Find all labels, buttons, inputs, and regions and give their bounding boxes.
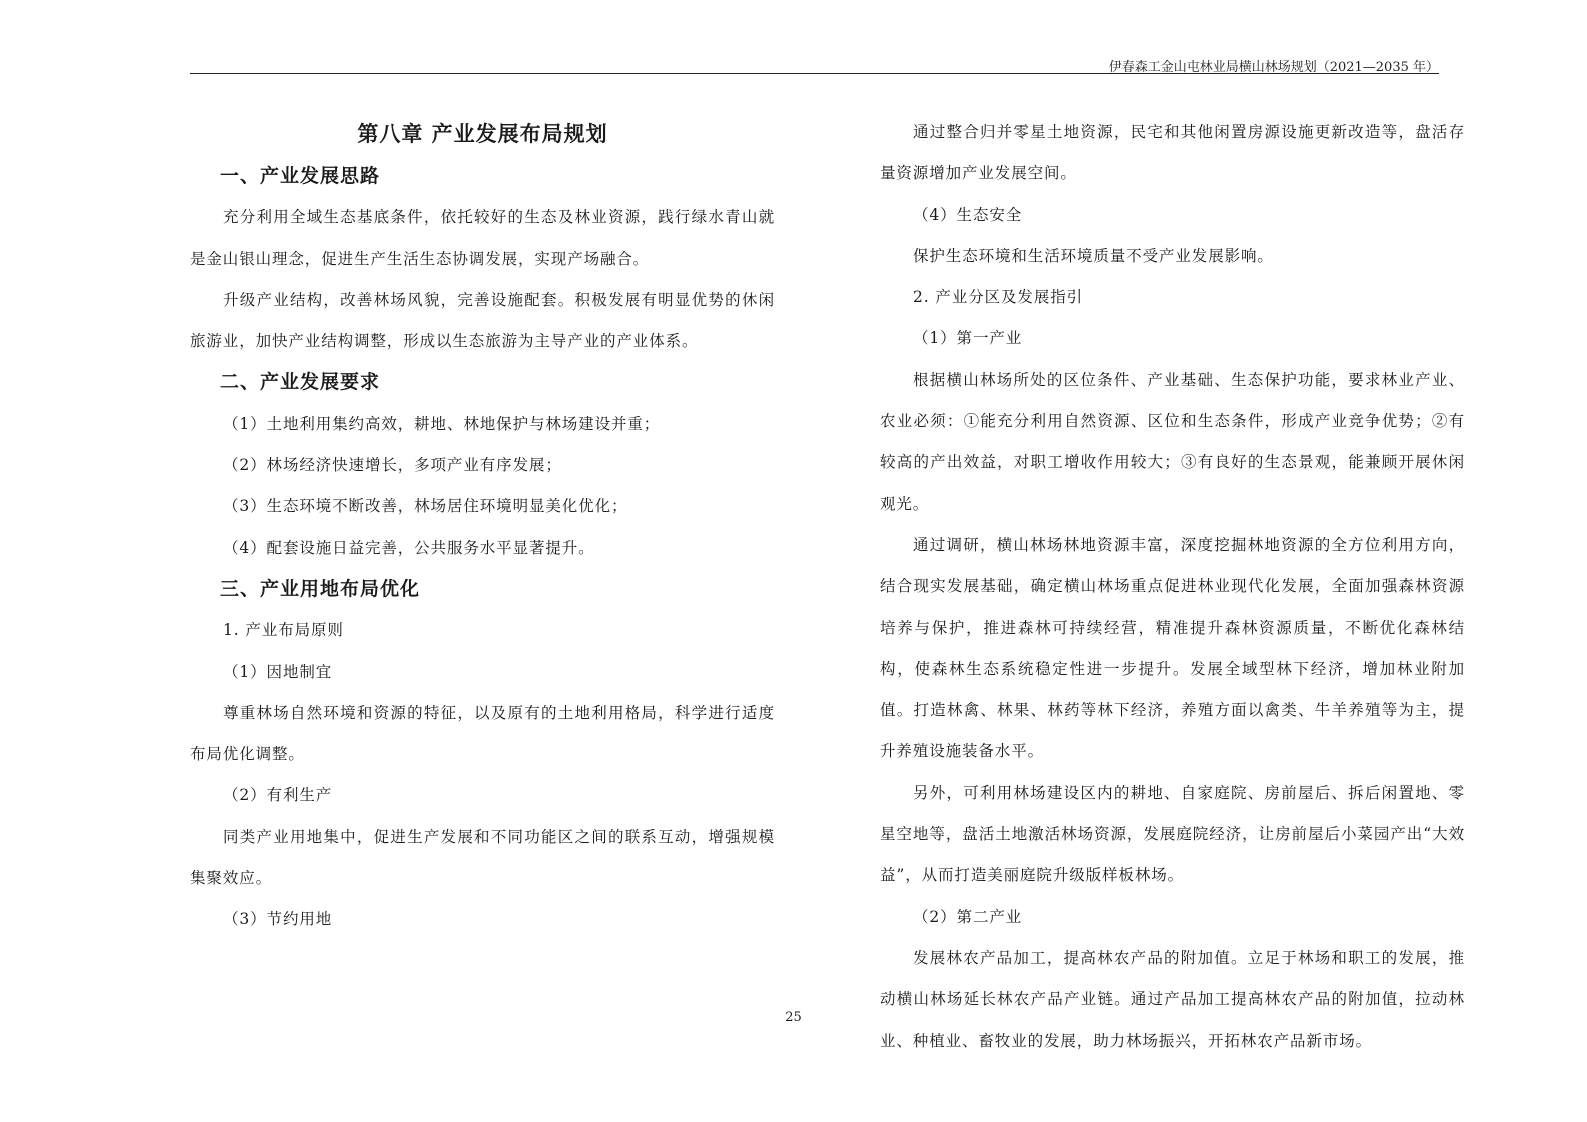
list-item: （3）生态环境不断改善，林场居住环境明显美化优化； bbox=[223, 497, 628, 516]
paragraph: 尊重林场自然环境和资源的特征，以及原有的土地利用格局，科学进行适度布局优化调整。 bbox=[190, 703, 775, 764]
paragraph: 另外，可利用林场建设区内的耕地、自家庭院、房前屋后、拆后闲置地、零星空地等，盘活土地激活林场资源，发展庭院经济，让房前屋后小菜园产出“大效益”，从而打造美丽庭院升级版样板林场。 bbox=[880, 783, 1465, 885]
item-heading: （1）因地制宜 bbox=[223, 662, 333, 681]
paragraph: 根据横山林场所处的区位条件、产业基础、生态保护功能，要求林业产业、农业必须：①能充分利用自然资源、区位和生态条件，形成产业竞争优势；②有较高的产出效益，对职工增收作用较大；③有良好的生态景观，能兼顾开展休闲观光。 bbox=[880, 370, 1465, 513]
chapter-title: 第八章 产业发展布局规划 bbox=[357, 122, 608, 146]
item-heading: （1）第一产业 bbox=[913, 329, 1023, 348]
paragraph: 通过调研，横山林场林地资源丰富，深度挖掘林地资源的全方位利用方向，结合现实发展基础，确定横山林场重点促进林业现代化发展，全面加强森林资源培养与保护，推进森林可持续经营，精准提升森林资源质量，不断优化森林结构，使森林生态系统稳定性进一步提升。发展全域型林下经济，增加林业附加值。打造林禽、林果、林药等林下经济，养殖方面以禽类、牛羊养殖等为主，提升养殖设施装备水平。 bbox=[880, 535, 1465, 761]
right-column bbox=[880, 112, 1465, 1062]
subheading: 2. 产业分区及发展指引 bbox=[913, 288, 1084, 307]
paragraph: 保护生态环境和生活环境质量不受产业发展影响。 bbox=[913, 246, 1274, 265]
page-number: 25 bbox=[785, 1010, 802, 1025]
header-rule bbox=[190, 73, 1439, 74]
running-header: 伊春森工金山屯林业局横山林场规划（2021—2035 年） bbox=[1108, 60, 1439, 75]
subheading: 1. 产业布局原则 bbox=[223, 621, 344, 640]
list-item: （2）林场经济快速增长，多项产业有序发展； bbox=[223, 456, 562, 475]
paragraph: 升级产业结构，改善林场风貌，完善设施配套。积极发展有明显优势的休闲旅游业，加快产业结构调整，形成以生态旅游为主导产业的产业体系。 bbox=[190, 290, 775, 351]
paragraph: 通过整合归并零星土地资源，民宅和其他闲置房源设施更新改造等，盘活存量资源增加产业发展空间。 bbox=[880, 123, 1465, 183]
paragraph: 发展林农产品加工，提高林农产品的附加值。立足于林场和职工的发展，推动横山林场延长林农产品产业链。通过产品加工提高林农产品的附加值，拉动林业、种植业、畜牧业的发展，助力林场振兴，开拓林农产品新市场。 bbox=[880, 948, 1465, 1050]
list-item: （1）土地利用集约高效，耕地、林地保护与林场建设并重； bbox=[223, 414, 661, 433]
section-title-1: 一、产业发展思路 bbox=[220, 165, 381, 187]
section-title-3: 三、产业用地布局优化 bbox=[220, 577, 421, 600]
list-item: （4）配套设施日益完善，公共服务水平显著提升。 bbox=[223, 538, 595, 557]
paragraph: 充分利用全域生态基底条件，依托较好的生态及林业资源，践行绿水青山就是金山银山理念，促进生产生活生态协调发展，实现产场融合。 bbox=[190, 208, 775, 268]
item-heading: （3）节约用地 bbox=[223, 910, 333, 929]
left-column bbox=[190, 112, 775, 941]
item-heading: （2）第二产业 bbox=[913, 907, 1023, 926]
section-title-2: 二、产业发展要求 bbox=[220, 371, 381, 394]
item-heading: （4）生态安全 bbox=[913, 205, 1023, 224]
item-heading: （2）有利生产 bbox=[223, 786, 333, 805]
paragraph: 同类产业用地集中，促进生产发展和不同功能区之间的联系互动，增强规模集聚效应。 bbox=[190, 827, 775, 888]
